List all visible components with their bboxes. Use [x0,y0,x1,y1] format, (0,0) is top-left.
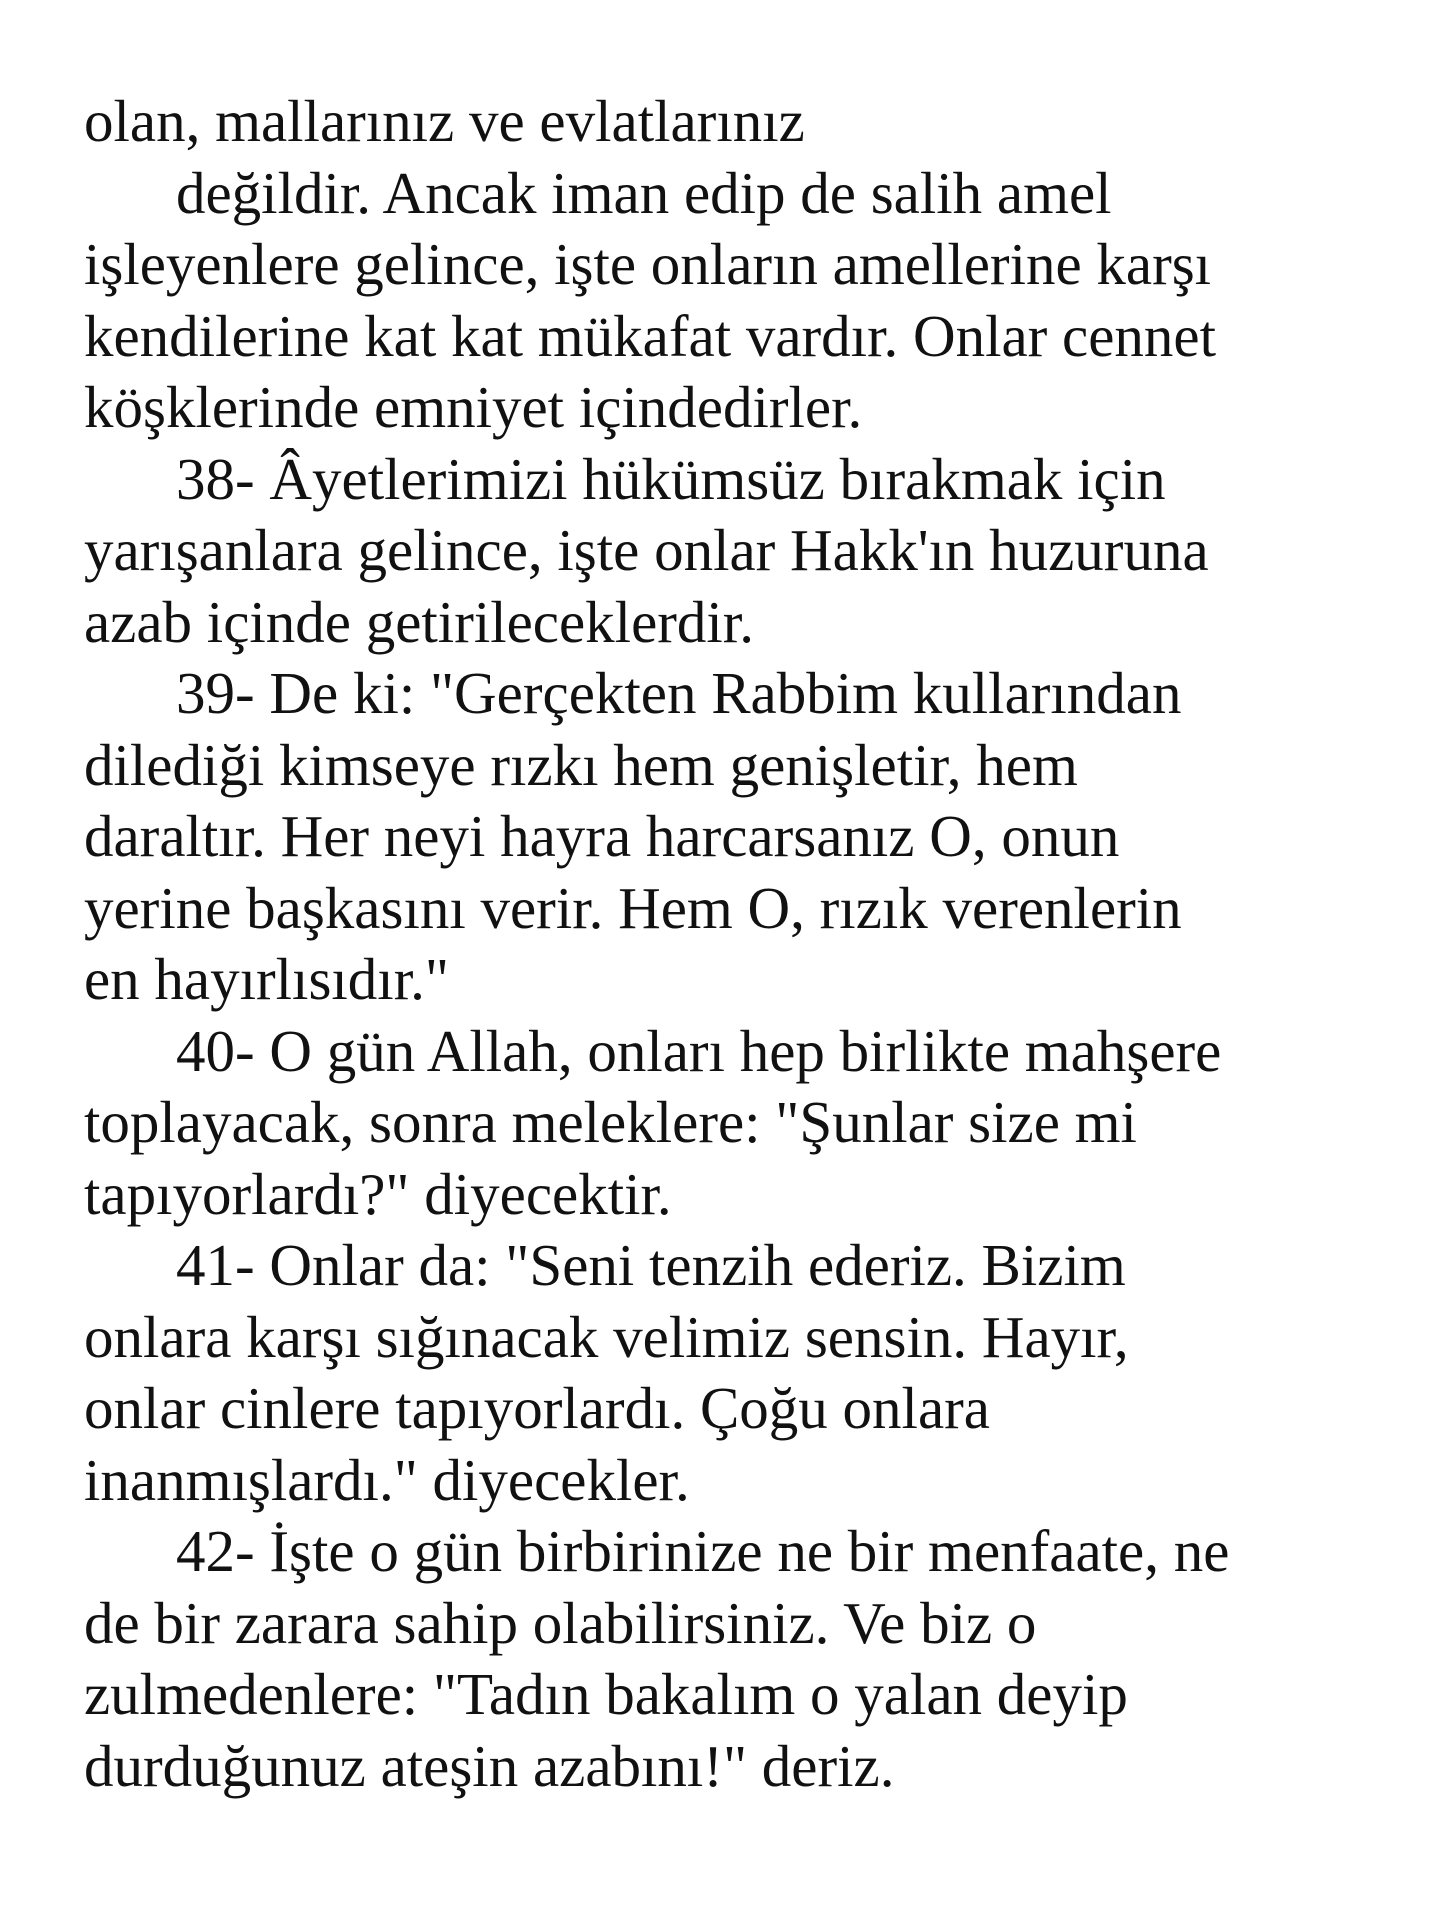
text-line: durduğunuz ateşin azabını!" deriz. [84,1732,895,1799]
text-line: yarışanlara gelince, işte onlar Hakk'ın huzuruna [84,517,1209,583]
text-line: onlara karşı sığınacak velimiz sensin. Hayır, [84,1303,1129,1370]
text-line: tapıyorlardı?" diyecektir. [84,1160,672,1227]
text-line: azab içinde getirileceklerdir. [84,588,754,655]
text-line: işleyenlere gelince, işte onların amellerine karşı [84,231,1212,297]
text-line: dilediği kimseye rızkı hem genişletir, hem [84,731,1078,798]
text-line: 39- De ki: "Gerçekten Rabbim kullarından [176,660,1182,726]
text-line: 41- Onlar da: "Seni tenzih ederiz. Bizim [176,1232,1126,1298]
text-line: de bir zarara sahip olabilirsiniz. Ve biz o [84,1589,1037,1656]
text-line: değildir. Ancak iman edip de salih amel [176,159,1112,226]
text-line: zulmedenlere: "Tadın bakalım o yalan deyip [84,1661,1128,1727]
text-line: köşklerinde emniyet içindedirler. [84,374,863,440]
text-line: en hayırlısıdır." [84,946,449,1012]
text-line: 38- Âyetlerimizi hükümsüz bırakmak için [176,445,1166,512]
text-line: toplayacak, sonra meleklere: "Şunlar size mi [84,1089,1137,1155]
text-line: daraltır. Her neyi hayra harcarsanız O, onun [84,803,1120,869]
text-line: 40- O gün Allah, onları hep birlikte mahşere [176,1017,1222,1084]
text-line: 42- İşte o gün birbirinize ne bir menfaate, ne [176,1518,1230,1584]
text-line: onlar cinlere tapıyorlardı. Çoğu onlara [84,1375,990,1441]
body-text [84,86,1384,1802]
text-line: yerine başkasını verir. Hem O, rızık verenlerin [84,874,1182,941]
text-line: kendilerine kat kat mükafat vardır. Onlar cennet [84,302,1217,369]
text-line: inanmışlardı." diyecekler. [84,1446,690,1513]
text-line: olan, mallarınız ve evlatlarınız [84,88,805,154]
